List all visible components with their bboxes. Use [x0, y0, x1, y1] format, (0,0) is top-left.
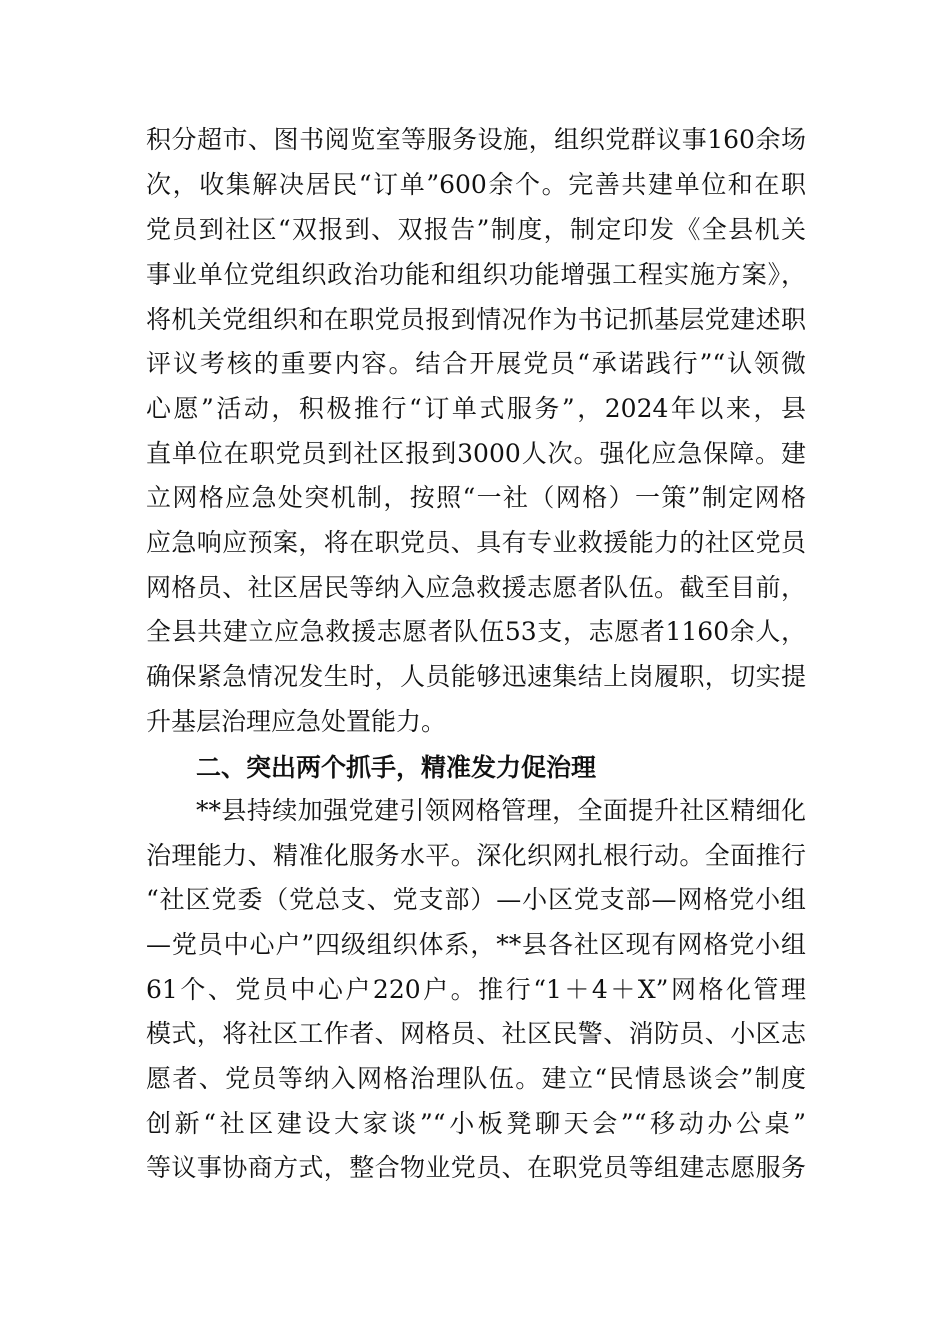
paragraph-1-line-14: 升基层治理应急处置能力。 [146, 707, 447, 736]
paragraph-1-line-6: 评议考核的重要内容。结合开展党员“承诺践行”“认领微 [146, 349, 806, 378]
paragraph-1-line-1: 积分超市、图书阅览室等服务设施，组织党群议事160余场 [146, 125, 806, 154]
paragraph-1-line-2: 次，收集解决居民“订单”600余个。完善共建单位和在职 [146, 170, 806, 199]
paragraph-2-line-3: “社区党委（党总支、党支部）—小区党支部—网格党小组 [146, 885, 806, 914]
paragraph-1-line-5: 将机关党组织和在职党员报到情况作为书记抓基层党建述职 [146, 305, 806, 334]
paragraph-2-line-9: 等议事协商方式，整合物业党员、在职党员等组建志愿服务 [146, 1153, 806, 1182]
paragraph-1-line-13: 确保紧急情况发生时，人员能够迅速集结上岗履职，切实提 [146, 662, 806, 691]
paragraph-2-line-6: 模式，将社区工作者、网格员、社区民警、消防员、小区志 [146, 1019, 806, 1048]
paragraph-2-line-1: **县持续加强党建引领网格管理，全面提升社区精细化 [196, 796, 806, 825]
paragraph-1-line-8: 直单位在职党员到社区报到3000人次。强化应急保障。建 [146, 439, 806, 468]
paragraph-2-line-4: —党员中心户”四级组织体系，**县各社区现有网格党小组 [146, 930, 806, 959]
paragraph-1-line-7: 心愿”活动，积极推行“订单式服务”，2024年以来，县 [146, 394, 806, 423]
section-heading: 二、突出两个抓手，精准发力促治理 [196, 753, 597, 782]
paragraph-1-line-11: 网格员、社区居民等纳入应急救援志愿者队伍。截至目前， [146, 573, 806, 602]
paragraph-1-line-4: 事业单位党组织政治功能和组织功能增强工程实施方案》， [146, 260, 806, 289]
paragraph-1-line-12: 全县共建立应急救援志愿者队伍53支，志愿者1160余人， [146, 617, 806, 646]
paragraph-1-line-3: 党员到社区“双报到、双报告”制度，制定印发《全县机关 [146, 215, 806, 244]
paragraph-2-line-7: 愿者、党员等纳入网格治理队伍。建立“民情恳谈会”制度 [146, 1064, 806, 1093]
paragraph-1-line-9: 立网格应急处突机制，按照“一社（网格）一策”制定网格 [146, 483, 806, 512]
paragraph-1-line-10: 应急响应预案，将在职党员、具有专业救援能力的社区党员 [146, 528, 806, 557]
paragraph-2-line-5: 61个、党员中心户220户。推行“1＋4＋X”网格化管理 [146, 975, 806, 1004]
paragraph-2-line-2: 治理能力、精准化服务水平。深化织网扎根行动。全面推行 [146, 841, 806, 870]
paragraph-2-line-8: 创新“社区建设大家谈”“小板凳聊天会”“移动办公桌” [146, 1109, 806, 1138]
